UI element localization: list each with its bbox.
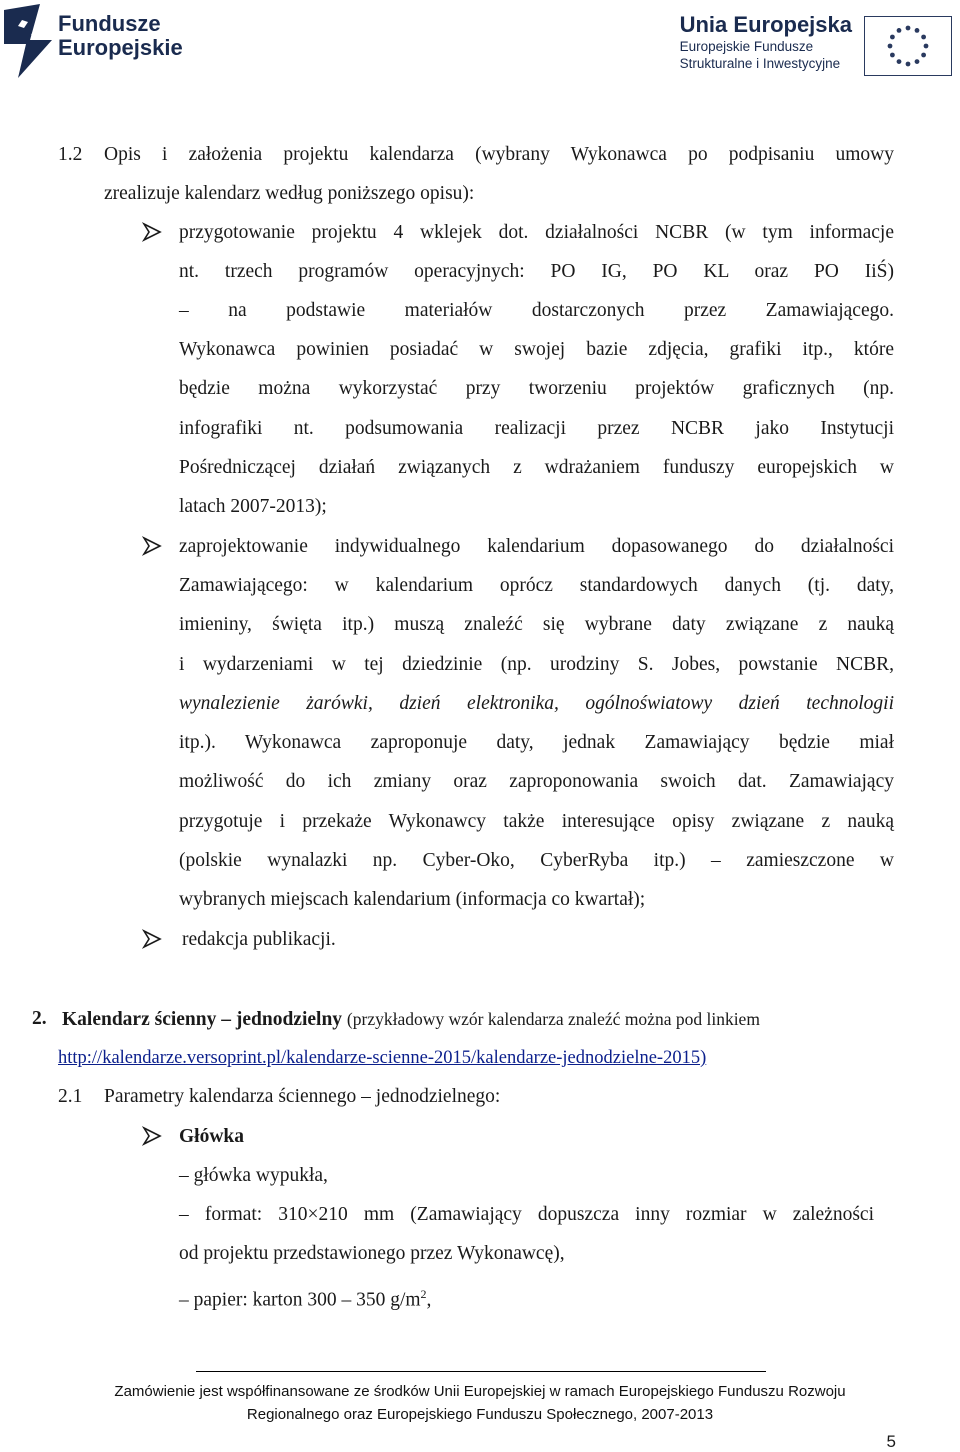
bullet-1-line-1: przygotowanie projektu 4 wklejek dot. działalności NCBR (w tym informacje [179, 222, 894, 243]
bullet-2-line-9: (polskie wynalazki np. Cyber-Oko, CyberRyba itp.) – zamieszczone w [179, 850, 894, 871]
bullet-2-line-1: zaprojektowanie indywidualnego kalendarium dopasowanego do działalności [179, 536, 894, 557]
bullet-1-line-2: nt. trzech programów operacyjnych: PO IG, PO KL oraz PO IiŚ) [179, 261, 894, 282]
footer-line-2: Regionalnego oraz Europejskiego Funduszu Społecznego, 2007-2013 [246, 1406, 714, 1423]
bullet-3: redakcja publikacji. [182, 929, 336, 950]
arrow-bullet-icon [142, 1126, 162, 1151]
paper-spec-exponent: 2 [420, 1287, 427, 1301]
arrow-bullet-icon [142, 929, 162, 954]
bullet-1-line-7: Pośredniczącej działań związanych z wdrażaniem funduszy europejskich w [179, 457, 894, 478]
arrow-bullet-icon [142, 222, 162, 247]
paper-spec: – papier: karton 300 – 350 g/m [179, 1289, 421, 1311]
subsection-2-1-title: Parametry kalendarza ściennego – jednodzielnego: [104, 1086, 501, 1107]
glowka-item-2-cont: od projektu przedstawionego przez Wykonawcę), [179, 1243, 565, 1264]
bullet-2-line-6: itp.). Wykonawca zaproponuje daty, jednak Zamawiający będzie miał [179, 732, 894, 753]
eu-title: Unia Europejska [679, 12, 852, 37]
fe-line1: Fundusze [58, 11, 161, 36]
fundusze-europejskie-logo [0, 0, 200, 80]
glowka-item-1: – główka wypukła, [179, 1165, 328, 1186]
section-2-title: Kalendarz ścienny – jednodzielny [62, 1009, 343, 1030]
section-2-note: (przykładowy wzór kalendarza znaleźć można pod linkiem [346, 1009, 760, 1029]
eu-flag-icon [864, 16, 952, 76]
bullet-1-line-3: – na podstawie materiałów dostarczonych przez Zamawiającego. [179, 300, 894, 321]
bullet-2-line-3: imieniny, święta itp.) muszą znaleźć się wybrane daty związane z nauką [179, 614, 894, 635]
section-number-1-2: 1.2 [58, 144, 83, 165]
bullet-1-line-5: będzie można wykorzystać przy tworzeniu projektów graficznych (np. [179, 378, 894, 399]
bullet-2-line-8: przygotuje i przekaże Wykonawcy także interesujące opisy związane z nauką [179, 811, 894, 832]
arrow-bullet-icon [142, 536, 162, 561]
glowka-item-2: – format: 310×210 mm (Zamawiający dopuszcza inny rozmiar w zależności [179, 1204, 874, 1225]
bullet-2-line-7: możliwość do ich zmiany oraz zaproponowania swoich dat. Zamawiający [179, 771, 894, 792]
bullet-2-line-10: wybranych miejscach kalendarium (informacja co kwartał); [179, 889, 646, 910]
fe-line2: Europejskie [58, 35, 183, 60]
page-header [0, 0, 960, 90]
bullet-1-line-4: Wykonawca powinien posiadać w swojej bazie zdjęcia, grafiki itp., które [179, 339, 894, 360]
section-1-2-line-1: Opis i założenia projektu kalendarza (wybrany Wykonawca po podpisaniu umowy [104, 144, 894, 165]
bullet-2-line-2: Zamawiającego: w kalendarium oprócz standardowych danych (tj. daty, [179, 575, 894, 596]
calendar-example-link[interactable]: http://kalendarze.versoprint.pl/kalendarze-scienne-2015/kalendarze-jednodzielne-2015) [58, 1048, 707, 1068]
eu-logo-text [680, 12, 852, 72]
footer-rule [196, 1371, 766, 1372]
eu-sub2: Strukturalne i Inwestycyjne [679, 56, 841, 71]
bullet-2-line-5: wynalezienie żarówki, dzień elektronika, ogólnoświatowy dzień technologii [179, 693, 894, 714]
footer-line-1: Zamówienie jest współfinansowane ze środków Unii Europejskiej w ramach Europejskiego Funduszu Rozwoju [114, 1383, 846, 1400]
page-number: 5 [886, 1432, 896, 1451]
glowka-item-3 [179, 1283, 431, 1312]
glowka-heading: Główka [179, 1126, 245, 1147]
section-2-heading [62, 1008, 760, 1031]
section-number-2: 2. [32, 1008, 47, 1029]
bullet-1-line-6: infografiki nt. podsumowania realizacji przez NCBR jako Instytucji [179, 418, 894, 439]
eu-sub1: Europejskie Fundusze [679, 39, 814, 54]
fe-stars-icon [0, 0, 56, 80]
section-1-2-line-2: zrealizuje kalendarz według poniższego opisu): [104, 183, 475, 204]
bullet-2-line-4: i wydarzeniami w tej dziedzinie (np. urodziny S. Jobes, powstanie NCBR, [179, 654, 894, 675]
subsection-number-2-1: 2.1 [58, 1086, 83, 1107]
bullet-1-line-8: latach 2007-2013); [179, 496, 327, 517]
paper-spec-comma: , [426, 1289, 432, 1311]
